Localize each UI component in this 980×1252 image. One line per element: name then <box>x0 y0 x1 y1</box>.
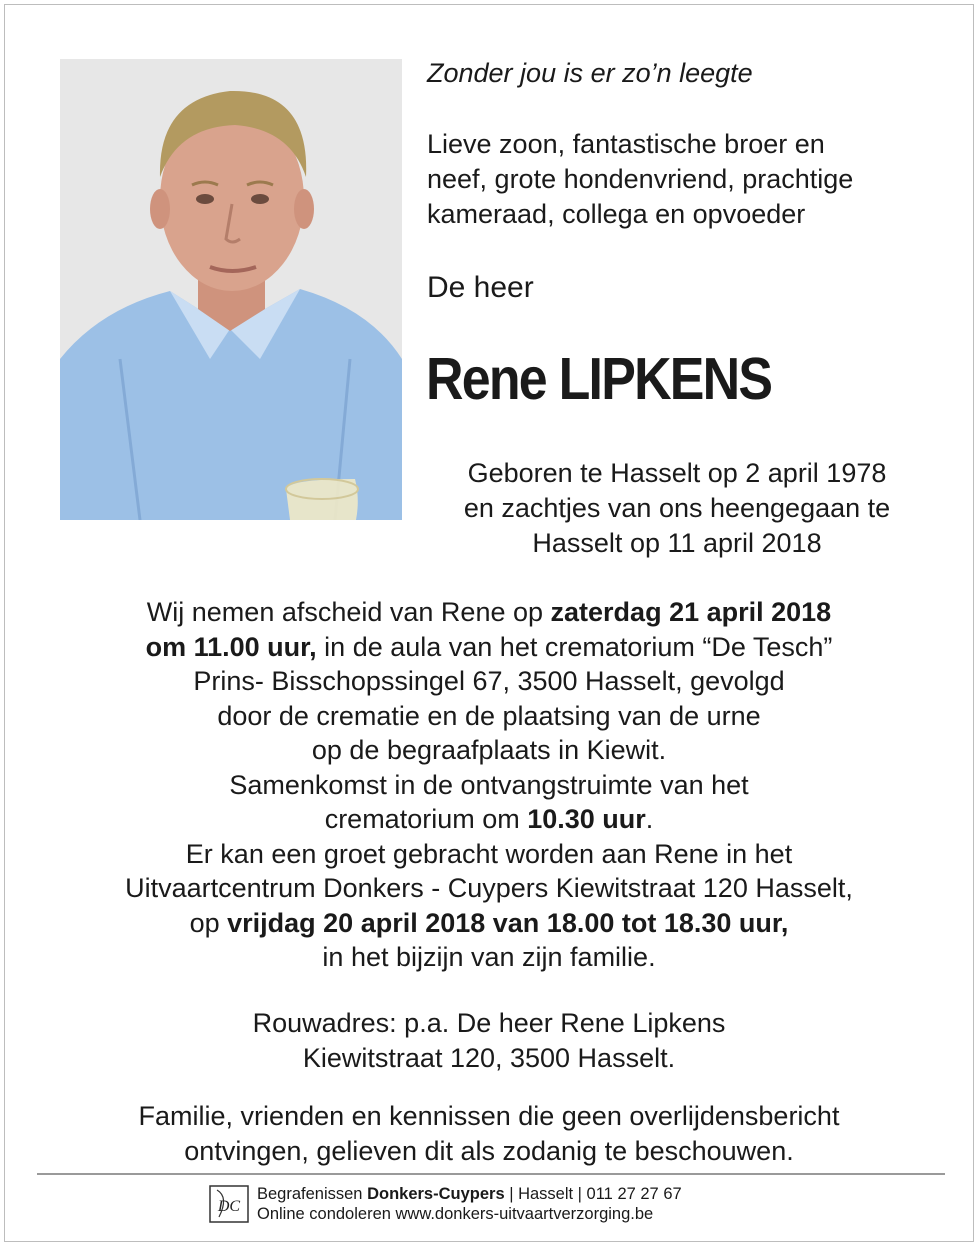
ceremony-text: crematorium om <box>324 804 528 834</box>
date-line: Geboren te Hasselt op 2 april 1978 <box>467 458 887 488</box>
ceremony-line: Prins- Bisschopssingel 67, 3500 Hasselt, gevolgd <box>193 666 785 696</box>
address-line: Rouwadres: p.a. De heer Rene Lipkens <box>252 1008 726 1038</box>
intro-line: Lieve zoon, fantastische broer en <box>427 129 825 159</box>
intro-text <box>427 127 947 232</box>
deceased-name: Rene LIPKENS <box>426 346 772 412</box>
date-line: en zachtjes van ons heengegaan te <box>463 493 891 523</box>
ceremony-text: . <box>645 804 654 834</box>
footer-text: Begrafenissen <box>257 1185 368 1203</box>
funeral-home-logo-icon <box>209 1185 249 1223</box>
intro-line: kameraad, collega en opvoeder <box>427 199 806 229</box>
ceremony-line: Uitvaartcentrum Donkers - Cuypers Kiewitstraat 120 Hasselt, <box>125 873 853 903</box>
motto: Zonder jou is er zo’n leegte <box>427 58 753 88</box>
ceremony-line: op de begraafplaats in Kiewit. <box>311 735 667 765</box>
svg-text:DC: DC <box>217 1198 241 1215</box>
ceremony-line <box>5 906 973 941</box>
visitation-time: vrijdag 20 april 2018 van 18.00 tot 18.30 uur, <box>227 907 789 938</box>
gathering-time: 10.30 uur <box>527 804 646 834</box>
footer-divider <box>37 1173 945 1175</box>
ceremony-text: op <box>189 907 228 938</box>
obituary-card <box>4 4 974 1242</box>
closing-line: ontvingen, gelieven dit als zodanig te beschouwen. <box>184 1136 794 1166</box>
ceremony-line <box>5 630 973 665</box>
address-line: Kiewitstraat 120, 3500 Hasselt. <box>302 1043 676 1073</box>
ceremony-line <box>5 595 973 630</box>
closing-line: Familie, vrienden en kennissen die geen overlijdensbericht <box>138 1101 840 1131</box>
ceremony-line: door de crematie en de plaatsing van de urne <box>217 700 761 731</box>
ceremony-text: in de aula van het crematorium “De Tesch” <box>316 631 833 662</box>
ceremony-time: om 11.00 uur, <box>145 631 317 662</box>
salutation: De heer <box>427 271 534 304</box>
portrait-illustration <box>60 59 402 520</box>
mourning-address <box>5 1006 973 1076</box>
ceremony-line: in het bijzijn van zijn familie. <box>322 942 656 972</box>
closing-note <box>5 1099 973 1169</box>
ceremony-details <box>5 595 973 975</box>
company-name: Donkers-Cuypers <box>367 1185 505 1203</box>
ceremony-line: Er kan een groet gebracht worden aan Rene in het <box>185 838 793 869</box>
ceremony-text: Wij nemen afscheid van Rene op <box>146 597 551 627</box>
intro-line: neef, grote hondenvriend, prachtige <box>427 164 854 194</box>
funeral-home-footer <box>257 1184 682 1224</box>
birth-death-dates <box>407 456 947 561</box>
ceremony-date: zaterdag 21 april 2018 <box>550 597 832 627</box>
ceremony-line: Samenkomst in de ontvangstruimte van het <box>229 769 749 800</box>
footer-line <box>257 1184 682 1204</box>
portrait-photo <box>60 59 402 520</box>
footer-contact: | Hasselt | 011 27 27 67 <box>504 1185 682 1203</box>
ceremony-line <box>5 802 973 837</box>
footer-website[interactable]: Online condoleren www.donkers-uitvaartverzorging.be <box>257 1205 654 1223</box>
date-line: Hasselt op 11 april 2018 <box>532 528 822 558</box>
